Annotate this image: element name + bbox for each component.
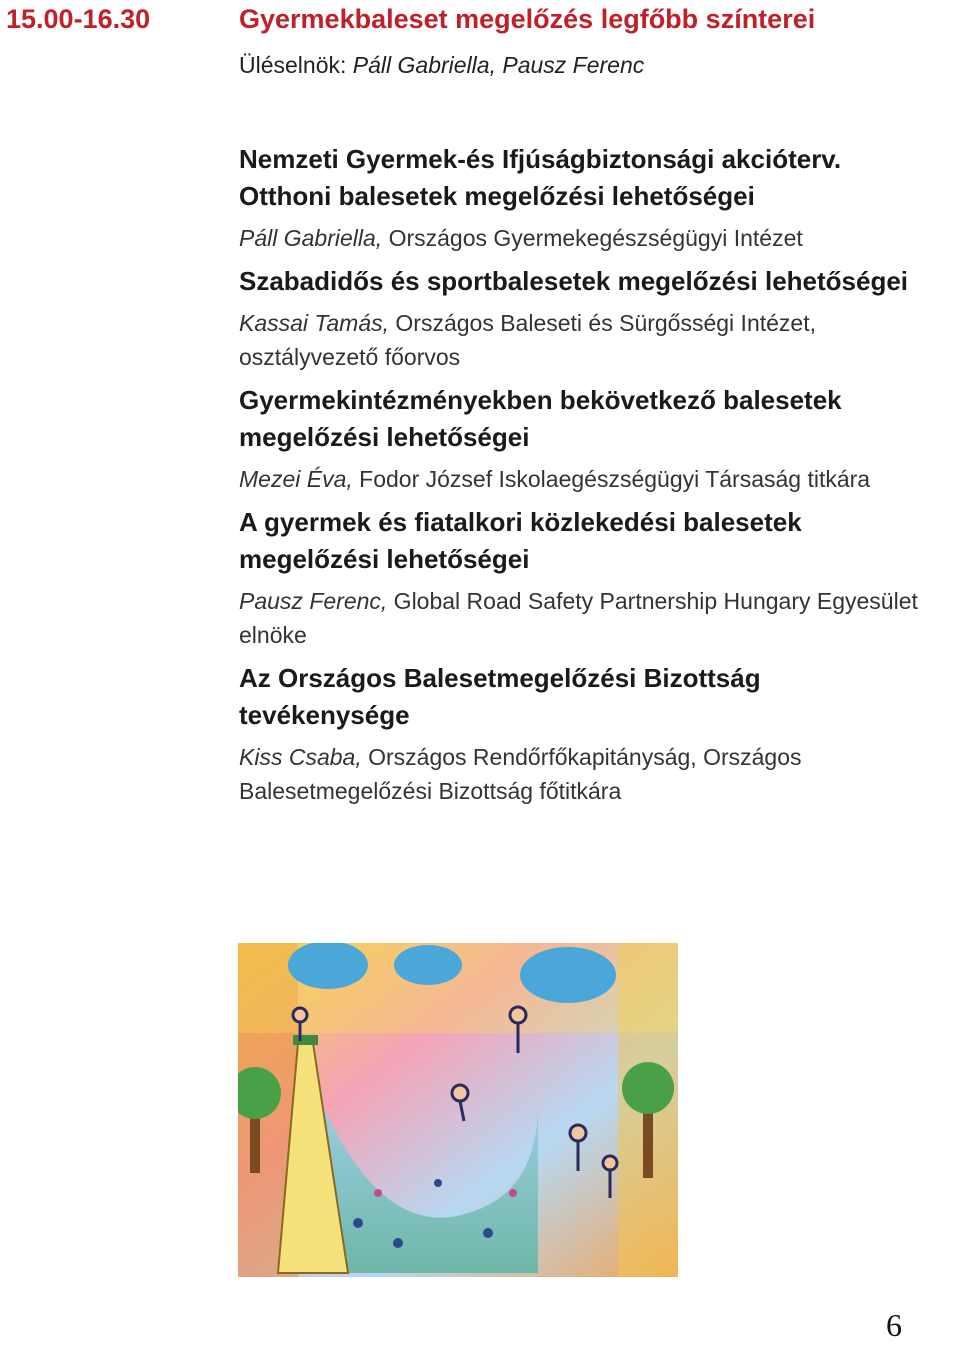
- talk-speaker: [239, 740, 955, 808]
- talk-list: [239, 141, 955, 816]
- speaker-affiliation: Országos Baleseti és Sürgősségi Intézet, osztályvezető főorvos: [239, 310, 816, 370]
- talk-title: [239, 382, 955, 456]
- speaker-name: Mezei Éva,: [239, 466, 353, 492]
- talk-title-line: Nemzeti Gyermek-és Ifjúságbiztonsági akcióterv.: [239, 144, 842, 174]
- speaker-affiliation: Global Road Safety Partnership Hungary Egyesület elnöke: [239, 588, 918, 648]
- talk-item: [239, 141, 955, 255]
- talk-title-line: Az Országos Balesetmegelőzési Bizottság: [239, 663, 761, 693]
- talk-item: [239, 382, 955, 496]
- talk-title-line: Otthoni balesetek megelőzési lehetőségei: [239, 181, 755, 211]
- talk-title-line: Gyermekintézményekben bekövetkező balesetek: [239, 385, 842, 415]
- talk-title-line: A gyermek és fiatalkori közlekedési balesetek: [239, 507, 802, 537]
- page-number: 6: [886, 1307, 902, 1343]
- session-title: Gyermekbaleset megelőzés legfőbb színterei: [239, 4, 816, 34]
- session-header: [6, 4, 950, 40]
- talk-title: [239, 141, 955, 215]
- session-chairs: [239, 52, 644, 79]
- session-time: 15.00-16.30: [6, 4, 151, 34]
- talk-title: [239, 660, 955, 734]
- speaker-affiliation: Országos Rendőrfőkapitányság, Országos Balesetmegelőzési Bizottság főtitkára: [239, 744, 802, 804]
- speaker-name: Pausz Ferenc,: [239, 588, 388, 614]
- speaker-name: Kiss Csaba,: [239, 744, 362, 770]
- talk-title: [239, 263, 955, 300]
- chairs-names: Páll Gabriella, Pausz Ferenc: [352, 52, 645, 78]
- children-drawing-image: [238, 943, 678, 1277]
- cloud-shape: [288, 943, 368, 989]
- talk-title-line: megelőzési lehetőségei: [239, 544, 530, 574]
- talk-item: [239, 660, 955, 808]
- talk-title-line: tevékenysége: [239, 700, 410, 730]
- drawing-illustration: [238, 943, 678, 1277]
- talk-item: [239, 263, 955, 374]
- talk-speaker: [239, 584, 955, 652]
- talk-item: [239, 504, 955, 652]
- talk-speaker: [239, 221, 955, 255]
- talk-title-line: megelőzési lehetőségei: [239, 422, 530, 452]
- speaker-name: Páll Gabriella,: [239, 225, 383, 251]
- talk-title: [239, 504, 955, 578]
- speaker-affiliation: Fodor József Iskolaegészségügyi Társaság titkára: [352, 466, 871, 492]
- cloud-shape: [394, 945, 462, 985]
- talk-title-line: Szabadidős és sportbalesetek megelőzési lehetőségei: [239, 266, 909, 296]
- talk-speaker: [239, 306, 955, 374]
- cloud-shape: [520, 947, 616, 1003]
- chairs-label: Üléselnök:: [239, 52, 347, 78]
- speaker-name: Kassai Tamás,: [239, 310, 389, 336]
- talk-speaker: [239, 462, 955, 496]
- speaker-affiliation: Országos Gyermekegészségügyi Intézet: [382, 225, 803, 251]
